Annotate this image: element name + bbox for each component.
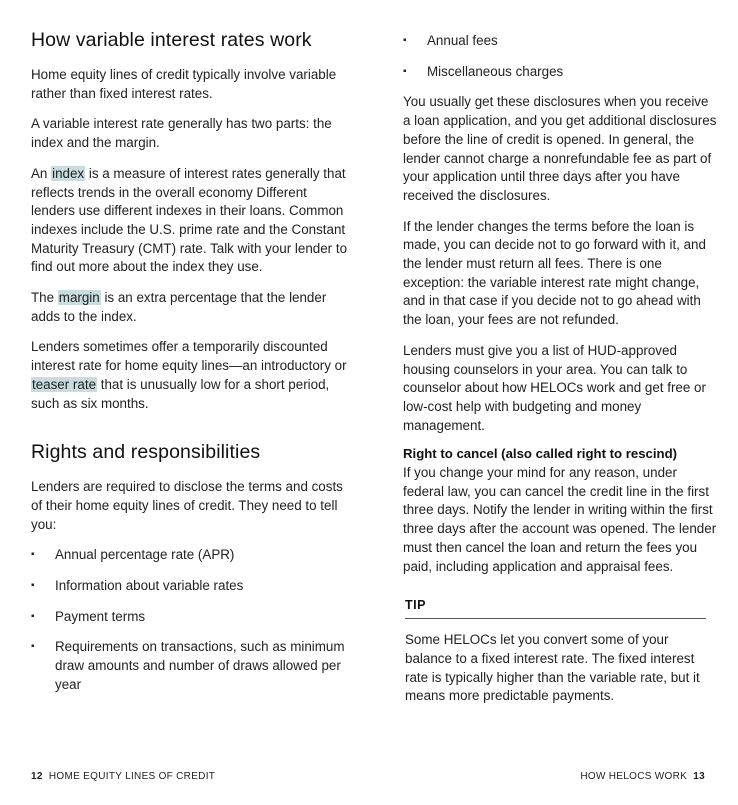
list-item: ▪ Miscellaneous charges xyxy=(403,63,718,82)
list-item: ▪ Requirements on transactions, such as minimum draw amounts and number of draws allowed per year xyxy=(31,638,351,694)
list-item: ▪ Information about variable rates xyxy=(31,577,351,596)
subheading-right-to-cancel: Right to cancel (also called right to rescind) xyxy=(403,446,678,462)
list-item: ▪ Annual percentage rate (APR) xyxy=(31,546,351,565)
highlight-index: index xyxy=(52,165,85,181)
right-column xyxy=(403,0,718,706)
paragraph-two-parts: A variable interest rate generally has two parts: the index and the margin. xyxy=(31,116,332,151)
page-number-right: 13 xyxy=(693,771,705,782)
paragraph-margin xyxy=(31,289,351,326)
paragraph-hud-counselors: Lenders must give you a list of HUD-approved housing counselors in your area. You can talk to counselor about how HELOCs work and get free or low-cost help with budgeting and money management. xyxy=(403,342,706,433)
paragraph-intro: Home equity lines of credit typically involve variable rather than fixed interest rates. xyxy=(31,67,337,101)
paragraph-teaser xyxy=(31,338,351,413)
heading-variable-rates: How variable interest rates work xyxy=(31,29,312,51)
paragraph-right-to-cancel: If you change your mind for any reason, under federal law, you can cancel the credit line in the first three days. Notify the lender in writing within the first three days after the account was opened. The lender must then cancel the loan and return the fees you paid, including application and appraisal fees. xyxy=(403,465,717,574)
text: Lenders sometimes offer a temporarily discounted interest rate for home equity lines—an introductory or xyxy=(31,339,347,374)
tip-box xyxy=(403,598,718,706)
disclosure-list-continued xyxy=(403,32,718,81)
tip-label: TIP xyxy=(405,598,426,613)
footer-right xyxy=(580,771,705,782)
tip-divider xyxy=(405,618,706,619)
tip-text: Some HELOCs let you convert some of your balance to a fixed interest rate. The fixed interest rate is typically higher than the variable rate, but it means more predictable payments. xyxy=(405,632,700,704)
highlight-margin: margin xyxy=(58,290,100,306)
footer-title-left: HOME EQUITY LINES OF CREDIT xyxy=(48,771,216,782)
paragraph-disclosures-timing: You usually get these disclosures when you receive a loan application, and you get additional disclosures before the line of credit is opened. In general, the lender cannot charge a nonrefundable fee as part of your application until three days after you have received the disclosures. xyxy=(403,94,717,203)
text: An xyxy=(31,165,52,181)
list-item: ▪ Annual fees xyxy=(403,32,718,51)
left-column xyxy=(31,0,351,695)
paragraph-index xyxy=(31,165,351,277)
text: is a measure of interest rates generally that reflects trends in the overall economy Different lenders use different indexes in their loans. Common indexes include the U.S. prime rate and the Constant Maturity Treasury (CMT) rate. Talk with your lender to find out more about the index they use. xyxy=(31,165,348,275)
text: that is unusually low for a short period, such as six months. xyxy=(31,376,330,411)
page-number-left: 12 xyxy=(31,771,43,782)
paragraph-terms-change: If the lender changes the terms before the loan is made, you can decide not to go forward with it, and the lender must return all fees. There is one exception: the variable interest rate might change, and in that case if you decide not to go ahead with the loan, your fees are not refunded. xyxy=(403,218,706,328)
text: is an extra percentage that the lender adds to the index. xyxy=(31,290,327,324)
text: The xyxy=(31,290,58,306)
footer-left xyxy=(31,771,215,782)
paragraph-disclose: Lenders are required to disclose the terms and costs of their home equity lines of credit. They need to tell you: xyxy=(31,479,343,532)
highlight-teaser-rate: teaser rate xyxy=(32,376,97,392)
disclosure-list xyxy=(31,546,351,694)
list-item: ▪ Payment terms xyxy=(31,608,351,627)
footer-title-right: HOW HELOCS WORK xyxy=(580,771,688,782)
heading-rights: Rights and responsibilities xyxy=(31,441,261,464)
